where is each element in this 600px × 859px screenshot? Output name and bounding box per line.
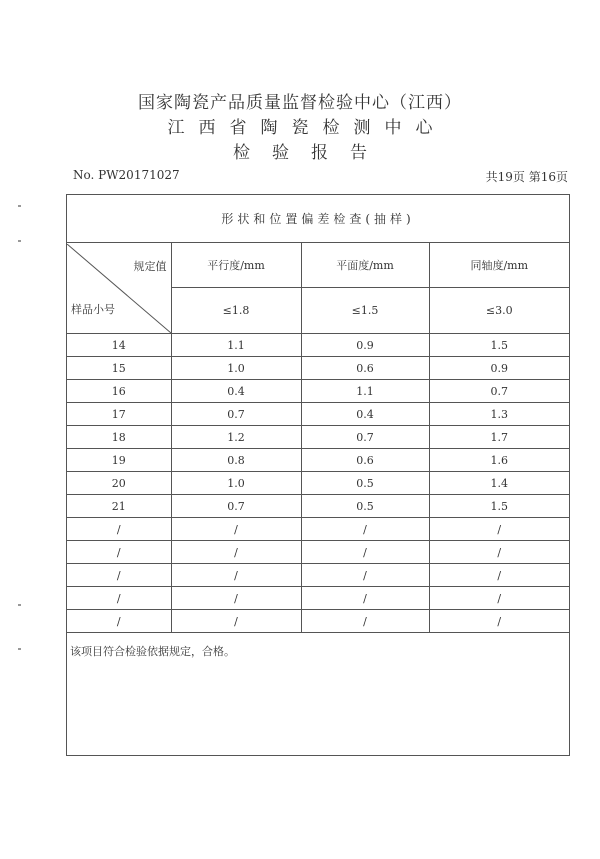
measurement-cell: 0.9 <box>301 334 429 357</box>
measurement-cell: 1.3 <box>429 403 569 426</box>
sample-label: 样品小号 <box>71 302 115 316</box>
measurement-cell: / <box>429 564 569 587</box>
sample-number-cell: / <box>67 610 171 633</box>
measurement-cell: 1.0 <box>171 472 301 495</box>
table-body <box>67 334 569 633</box>
table-row <box>67 541 569 564</box>
scan-mark <box>18 205 21 207</box>
column-header: 同轴度/mm <box>429 243 569 288</box>
table-row <box>67 334 569 357</box>
page-info: 共19页 第16页 <box>485 170 568 184</box>
measurement-cell: 1.2 <box>171 426 301 449</box>
sample-number-cell: 19 <box>67 449 171 472</box>
table-row <box>67 564 569 587</box>
measurement-cell: 0.6 <box>301 449 429 472</box>
measurement-cell: / <box>171 610 301 633</box>
report-title: 检验报告 <box>233 143 389 163</box>
table-row <box>67 495 569 518</box>
table-row <box>67 472 569 495</box>
measurement-cell: 0.5 <box>301 495 429 518</box>
column-header: 平行度/mm <box>171 243 301 288</box>
sample-number-cell: / <box>67 541 171 564</box>
limit-value: ≤1.5 <box>301 288 429 334</box>
sample-number-cell: 16 <box>67 380 171 403</box>
measurement-cell: / <box>301 518 429 541</box>
spec-label: 规定值 <box>133 259 167 273</box>
sample-number-cell: 18 <box>67 426 171 449</box>
measurement-cell: 0.6 <box>301 357 429 380</box>
measurement-cell: 1.7 <box>429 426 569 449</box>
provincial-center-title: 江西省陶瓷检测中心 <box>167 118 447 138</box>
scan-mark <box>18 648 21 650</box>
table-row <box>67 357 569 380</box>
measurement-cell: / <box>429 587 569 610</box>
measurement-cell: 0.4 <box>171 380 301 403</box>
sample-number-cell: 15 <box>67 357 171 380</box>
deviation-table <box>67 195 569 633</box>
measurement-cell: 0.7 <box>301 426 429 449</box>
measurement-cell: 1.1 <box>171 334 301 357</box>
measurement-cell: 0.9 <box>429 357 569 380</box>
table-row <box>67 380 569 403</box>
measurement-cell: / <box>301 541 429 564</box>
report-frame <box>66 194 570 756</box>
measurement-cell: 0.5 <box>301 472 429 495</box>
table-row <box>67 449 569 472</box>
measurement-cell: / <box>301 587 429 610</box>
measurement-cell: 0.7 <box>429 380 569 403</box>
measurement-cell: 1.1 <box>301 380 429 403</box>
column-header: 平面度/mm <box>301 243 429 288</box>
measurement-cell: 0.4 <box>301 403 429 426</box>
sample-number-cell: / <box>67 564 171 587</box>
sample-number-cell: 14 <box>67 334 171 357</box>
measurement-cell: 1.0 <box>171 357 301 380</box>
table-row <box>67 403 569 426</box>
table-row <box>67 587 569 610</box>
limit-value: ≤3.0 <box>429 288 569 334</box>
table-row <box>67 518 569 541</box>
limit-value: ≤1.8 <box>171 288 301 334</box>
measurement-cell: / <box>171 587 301 610</box>
table-row <box>67 610 569 633</box>
measurement-cell: / <box>429 518 569 541</box>
scan-mark <box>18 604 21 606</box>
center-name-title: 国家陶瓷产品质量监督检验中心（江西） <box>138 93 462 113</box>
sample-number-cell: 20 <box>67 472 171 495</box>
measurement-cell: 1.6 <box>429 449 569 472</box>
measurement-cell: / <box>429 610 569 633</box>
measurement-cell: / <box>429 541 569 564</box>
sample-number-cell: 17 <box>67 403 171 426</box>
measurement-cell: 0.7 <box>171 403 301 426</box>
report-number: No. PW20171027 <box>73 168 180 182</box>
sample-number-cell: 21 <box>67 495 171 518</box>
measurement-cell: / <box>171 541 301 564</box>
section-title: 形状和位置偏差检查(抽样) <box>67 195 569 243</box>
measurement-cell: 1.5 <box>429 334 569 357</box>
sample-number-cell: / <box>67 587 171 610</box>
corner-header-cell <box>67 243 171 334</box>
measurement-cell: / <box>301 564 429 587</box>
measurement-cell: / <box>301 610 429 633</box>
measurement-cell: / <box>171 564 301 587</box>
scan-mark <box>18 240 21 242</box>
table-row <box>67 426 569 449</box>
measurement-cell: 0.8 <box>171 449 301 472</box>
measurement-cell: / <box>171 518 301 541</box>
sample-number-cell: / <box>67 518 171 541</box>
measurement-cell: 0.7 <box>171 495 301 518</box>
measurement-cell: 1.4 <box>429 472 569 495</box>
measurement-cell: 1.5 <box>429 495 569 518</box>
conclusion-text: 该项目符合检验依据规定，合格。 <box>70 645 235 658</box>
